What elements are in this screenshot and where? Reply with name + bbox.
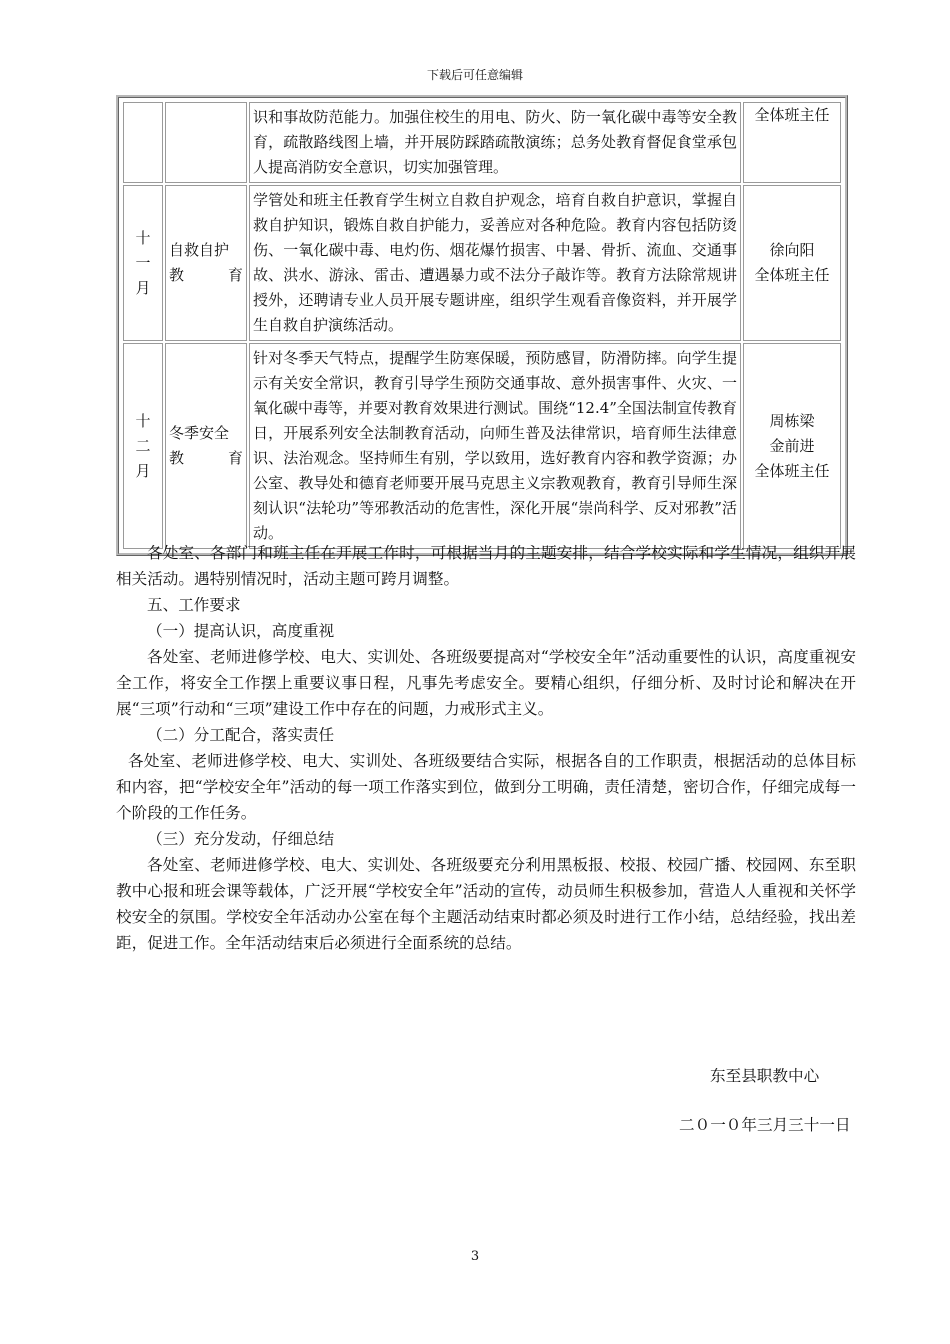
theme-line: 冬季安全 [169,424,230,442]
paragraph: 各处室、老师进修学校、电大、实训处、各班级要结合实际，根据各自的工作职责，根据活动的总体目标和内容，把“学校安全年”活动的每一项工作落实到位，做到分工明确，责任清楚，密切合作，仔细完成每一个阶段的工作任务。 [116,752,856,822]
theme-line [169,263,243,288]
header-note: 下载后可任意编辑 [426,68,523,82]
responsible-cell [743,102,841,183]
content-cell: 学管处和班主任教育学生树立自救自护观念，培育自救自护意识，掌握自救自护知识，锻炼自救自护能力，妥善应对各种危险。教育内容包括防烫伤、一氧化碳中毒、电灼伤、烟花爆竹损害、中暑、骨折、流血、交通事故、洪水、游泳、雷击、遭遇暴力或不法分子敲诈等。教育方法除常规讲授外，还聘请专业人员开展专题讲座，组织学生观看音像资料，并开展学生自救自护演练活动。 [249,185,741,341]
responsible-person: 全体班主任 [754,461,830,480]
paragraph: 各处室、老师进修学校、电大、实训处、各班级要提高对“学校安全年”活动重要性的认识，高度重视安全工作，将安全工作摆上重要议事日程，凡事先考虑安全。要精心组织，仔细分析、及时讨论和解决在开展“三项”行动和“三项”建设工作中存在的问题，力戒形式主义。 [116,648,856,718]
theme-line: 自救自护 [169,241,230,259]
responsible-cell [743,343,841,549]
theme-cell [165,185,247,341]
theme-char: 教 [169,266,185,284]
theme-cell [165,102,247,183]
theme-cell [165,343,247,549]
table-row [123,343,841,549]
month-cell [123,102,163,183]
paragraph: 各处室、各部门和班主任在开展工作时，可根据当月的主题安排，结合学校实际和学生情况，组织开展相关活动。遇特别情况时，活动主题可跨月调整。 [116,544,856,588]
activity-schedule-table [116,95,848,556]
month-char: 一 [135,253,151,272]
content-cell: 针对冬季天气特点，提醒学生防寒保暖，预防感冒，防滑防摔。向学生提示有关安全常识，教育引导学生预防交通事故、意外损害事件、火灾、一氧化碳中毒等，并要对教育效果进行测试。围绕“12.4”全国法制宣传教育日，开展系列安全法制教育活动，向师生普及法律常识，培育师生法律意识、法治观念。坚持师生有别，学以致用，选好教育内容和教学资源；办公室、教导处和德育老师要开展马克思主义宗教观教育，教育引导师生深刻认识“法轮功”等邪教活动的危害性，深化开展“崇尚科学、反对邪教”活动。 [249,343,741,549]
month-cell [123,343,163,549]
responsible-person: 徐向阳 [769,241,815,259]
signature-org: 东至县职教中心 [710,1067,820,1085]
signature-date: 二０一０年三月三十一日 [679,1116,851,1134]
table-row [123,102,841,183]
responsible-person: 全体班主任 [754,266,830,284]
theme-line [169,446,243,471]
responsible-person: 全体班主任 [754,106,830,124]
paragraph: 各处室、老师进修学校、电大、实训处、各班级要充分利用黑板报、校报、校园广播、校园网、东至职教中心报和班会课等载体，广泛开展“学校安全年”活动的宣传，动员师生积极参加，营造人人重视和关怀学校安全的氛围。学校安全年活动办公室在每个主题活动结束时都必须及时进行工作小结，总结经验，找出差距，促进工作。全年活动结束后必须进行全面系统的总结。 [116,856,856,952]
responsible-person: 金前进 [769,436,815,455]
theme-char: 教 [169,449,185,467]
month-cell [123,185,163,341]
theme-char: 育 [227,449,243,467]
month-char: 二 [135,436,151,455]
section-heading: 五、工作要求 [147,596,241,614]
responsible-person: 周栋梁 [769,411,815,430]
table-row [123,185,841,341]
subsection-heading: （三）充分发动，仔细总结 [147,830,335,848]
subsection-heading: （一）提高认识，高度重视 [147,622,335,640]
page-number: 3 [470,1249,480,1264]
month-char: 月 [135,278,151,297]
month-char: 十 [135,411,151,430]
theme-char: 育 [227,266,243,284]
responsible-cell [743,185,841,341]
document-body [116,540,856,956]
subsection-heading: （二）分工配合，落实责任 [147,726,335,744]
month-char: 月 [135,461,151,480]
content-cell: 识和事故防范能力。加强住校生的用电、防火、防一氧化碳中毒等安全教育，疏散路线图上墙，并开展防踩踏疏散演练；总务处教育督促食堂承包人提高消防安全意识，切实加强管理。 [249,102,741,183]
month-char: 十 [135,228,151,247]
